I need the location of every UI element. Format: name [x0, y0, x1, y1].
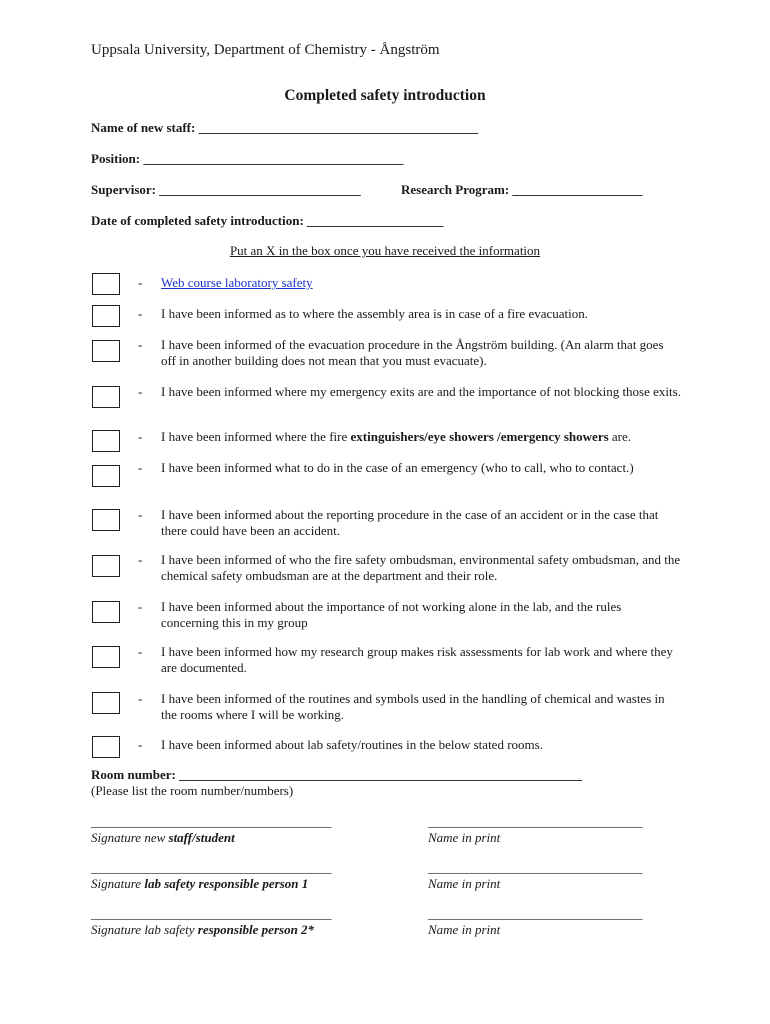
checklist-item-text: I have been informed of who the fire safety ombudsman, environmental safety ombudsman, and the chemical safety ombudsman are at the department and their role. — [161, 552, 681, 583]
signature-line[interactable]: _____________________________________ — [91, 906, 332, 921]
checkbox[interactable] — [92, 601, 120, 623]
list-dash: - — [138, 552, 143, 567]
list-dash: - — [138, 337, 143, 352]
checklist-item-text: I have been informed what to do in the case of an emergency (who to call, who to contact.) — [161, 460, 634, 475]
item-text-part: are. — [608, 429, 632, 444]
list-dash: - — [138, 691, 143, 706]
position-field[interactable]: Position: ________________________________________ — [91, 151, 404, 166]
name-in-print-line[interactable]: _________________________________ — [428, 814, 643, 829]
checklist-item-text: I have been informed about the reporting procedure in the case of an accident or in the case that there could have been an accident. — [161, 507, 659, 538]
checklist-item-text — [161, 429, 721, 445]
checkbox[interactable] — [92, 430, 120, 452]
sig-label-text: Signature — [91, 876, 145, 891]
research-program-field[interactable]: Research Program: ____________________ — [401, 182, 643, 197]
checklist-item-text: I have been informed of the routines and symbols used in the handling of chemical and wastes in the rooms where I will be working. — [161, 691, 665, 722]
list-dash: - — [138, 460, 143, 475]
sig-label-text: Signature new — [91, 830, 169, 845]
name-in-print-line[interactable]: _________________________________ — [428, 860, 643, 875]
checklist-item-text: I have been informed about the importance of not working alone in the lab, and the rules concerning this in my group — [161, 599, 622, 630]
sig-label-bold: lab safety responsible person 1 — [144, 876, 309, 891]
list-dash: - — [138, 275, 143, 290]
checkbox[interactable] — [92, 736, 120, 758]
signature-lab-safety-1-label — [91, 876, 308, 892]
list-dash: - — [138, 306, 143, 321]
list-dash: - — [138, 429, 143, 444]
item-text-part: I have been informed where the fire — [161, 429, 351, 444]
sig-label-bold: staff/student — [168, 830, 235, 845]
page-title: Completed safety introduction — [284, 87, 486, 104]
checklist-item-text: I have been informed of the evacuation procedure in the Ångström building. (An alarm that goes off in another building does not mean that you must evacuate). — [161, 337, 664, 368]
checkbox[interactable] — [92, 340, 120, 362]
name-in-print-line[interactable]: _________________________________ — [428, 906, 643, 921]
item-text-bold: extinguishers/eye showers /emergency showers — [350, 429, 609, 444]
list-dash: - — [138, 737, 143, 752]
checkbox[interactable] — [92, 692, 120, 714]
name-in-print-label: Name in print — [428, 876, 501, 891]
instruction-text: Put an X in the box once you have received the information — [229, 243, 541, 258]
list-dash: - — [138, 644, 143, 659]
date-completed-field[interactable]: Date of completed safety introduction: _____________________ — [91, 213, 444, 228]
sig-label-text: Signature lab safety — [91, 922, 198, 937]
web-course-link[interactable]: Web course laboratory safety — [161, 275, 313, 290]
supervisor-field[interactable]: Supervisor: _______________________________ — [91, 182, 361, 197]
checklist-item-text: I have been informed as to where the assembly area is in case of a fire evacuation. — [161, 306, 589, 321]
checklist-item-text: I have been informed where my emergency exits are and the importance of not blocking those exits. — [161, 384, 681, 399]
checkbox[interactable] — [92, 555, 120, 577]
document-header: Uppsala University, Department of Chemistry - Ångström — [91, 42, 440, 58]
list-dash: - — [138, 507, 143, 522]
checkbox[interactable] — [92, 273, 120, 295]
checkbox[interactable] — [92, 386, 120, 408]
name-in-print-label: Name in print — [428, 922, 501, 937]
name-of-new-staff-field[interactable]: Name of new staff: ___________________________________________ — [91, 120, 479, 135]
signature-line[interactable]: _____________________________________ — [91, 814, 332, 829]
sig-label-bold: responsible person 2* — [197, 922, 315, 937]
checklist-item-text: I have been informed about lab safety/routines in the below stated rooms. — [161, 737, 543, 752]
signature-lab-safety-2-label — [91, 922, 314, 938]
name-in-print-label: Name in print — [428, 830, 501, 845]
checkbox[interactable] — [92, 465, 120, 487]
signature-new-staff-label — [91, 830, 235, 846]
checklist-item-text: I have been informed how my research group makes risk assessments for lab work and where they are documented. — [161, 644, 673, 675]
list-dash: - — [138, 599, 143, 614]
list-dash: - — [138, 384, 143, 399]
checkbox[interactable] — [92, 509, 120, 531]
signature-line[interactable]: _____________________________________ — [91, 860, 332, 875]
checkbox[interactable] — [92, 305, 120, 327]
room-number-field[interactable]: Room number: ______________________________________________________________ — [91, 767, 583, 782]
room-number-note: (Please list the room number/numbers) — [91, 783, 294, 798]
checkbox[interactable] — [92, 646, 120, 668]
